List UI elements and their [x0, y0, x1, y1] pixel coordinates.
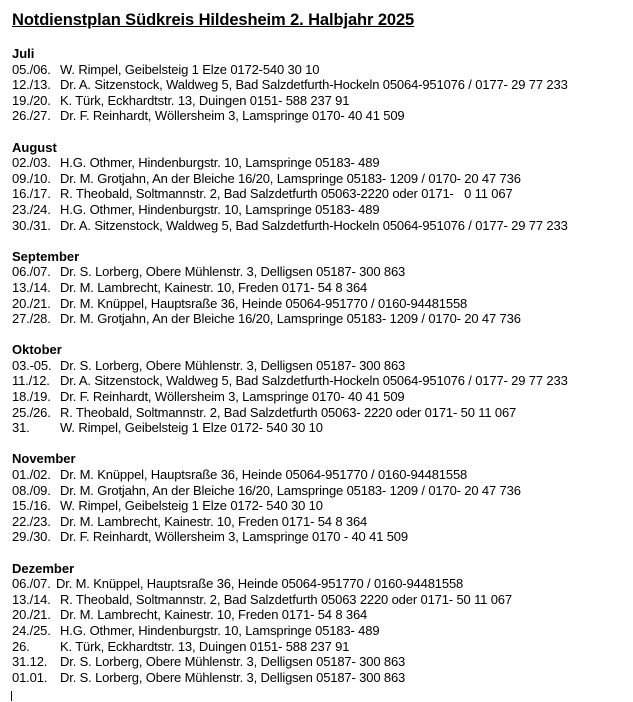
month-heading: Juli	[12, 46, 35, 61]
duty-date: 06./07.	[12, 576, 51, 592]
duty-date: 06./07.	[12, 264, 51, 280]
month-heading: Dezember	[12, 560, 75, 576]
duty-practice: Dr. S. Lorberg, Obere Mühlenstr. 3, Delligsen 05187- 300 863	[60, 654, 406, 670]
duty-entry	[12, 77, 627, 93]
duty-entry	[12, 654, 627, 670]
duty-date: 31.	[12, 420, 30, 436]
duty-practice: H.G. Othmer, Hindenburgstr. 10, Lamspringe 05183- 489	[60, 155, 380, 171]
duty-practice: Dr. M. Knüppel, Hauptsraße 36, Heinde 05064-951770 / 0160-94481558	[56, 576, 464, 592]
duty-date: 09./10.	[12, 170, 51, 186]
duty-practice: Dr. A. Sitzenstock, Waldweg 5, Bad Salzdetfurth-Hockeln 05064-951076 / 0177- 29 77 233	[60, 217, 568, 233]
duty-practice: H.G. Othmer, Hindenburgstr. 10, Lamspringe 05183- 489	[60, 201, 380, 217]
duty-date: 20./21.	[12, 295, 51, 311]
duty-practice: Dr. S. Lorberg, Obere Mühlenstr. 3, Delligsen 05187- 300 863	[60, 669, 406, 685]
duty-date: 19./20.	[12, 92, 51, 108]
month-section	[12, 46, 627, 124]
duty-entry	[12, 405, 627, 421]
duty-practice: Dr. M. Knüppel, Hauptsraße 36, Heinde 05064-951770 / 0160-94481558	[60, 295, 468, 311]
duty-entry	[12, 358, 627, 374]
text-cursor	[11, 691, 12, 701]
duty-practice: K. Türk, Eckhardtstr. 13, Duingen 0151- 588 237 91	[60, 92, 350, 108]
duty-entry	[12, 607, 627, 623]
month-section	[12, 249, 627, 327]
month-section	[12, 561, 627, 686]
duty-date: 26./27.	[12, 108, 51, 124]
schedule	[12, 46, 627, 685]
duty-entry	[12, 62, 627, 78]
duty-entry	[12, 670, 627, 686]
duty-practice: R. Theobald, Soltmannstr. 2, Bad Salzdetfurth 05063 2220 oder 0171- 50 11 067	[60, 591, 512, 607]
duty-entry	[12, 93, 627, 109]
duty-date: 30./31.	[12, 217, 51, 233]
duty-practice: Dr. M. Grotjahn, An der Bleiche 16/20, Lamspringe 05183- 1209 / 0170- 20 47 736	[60, 311, 521, 327]
duty-entry	[12, 218, 627, 234]
duty-date: 29./30.	[12, 529, 51, 545]
month-section	[12, 451, 627, 545]
duty-date: 16./17.	[12, 186, 51, 202]
duty-entry	[12, 373, 627, 389]
duty-practice: Dr. M. Lambrecht, Kainestr. 10, Freden 0171- 54 8 364	[60, 513, 368, 529]
duty-entry	[12, 623, 627, 639]
duty-practice: Dr. M. Lambrecht, Kainestr. 10, Freden 0171- 54 8 364	[60, 279, 368, 295]
duty-practice: W. Rimpel, Geibelsteig 1 Elze 0172-540 30 10	[60, 61, 320, 77]
duty-practice: Dr. F. Reinhardt, Wöllersheim 3, Lamspringe 0170- 40 41 509	[60, 389, 405, 405]
duty-date: 26.	[12, 638, 30, 654]
duty-practice: W. Rimpel, Geibelsteig 1 Elze 0172- 540 30 10	[60, 420, 323, 436]
duty-practice: Dr. M. Lambrecht, Kainestr. 10, Freden 0171- 54 8 364	[60, 607, 368, 623]
duty-practice: Dr. M. Knüppel, Hauptsraße 36, Heinde 05064-951770 / 0160-94481558	[60, 467, 468, 483]
duty-entry	[12, 592, 627, 608]
duty-practice: Dr. A. Sitzenstock, Waldweg 5, Bad Salzdetfurth-Hockeln 05064-951076 / 0177- 29 77 233	[60, 373, 568, 389]
duty-date: 18./19.	[12, 389, 51, 405]
duty-date: 24./25.	[12, 622, 51, 638]
duty-date: 15./16.	[12, 498, 51, 514]
duty-entry	[12, 202, 627, 218]
duty-date: 22./23.	[12, 513, 51, 529]
document-title: Notdienstplan Südkreis Hildesheim 2. Halbjahr 2025	[12, 11, 415, 29]
duty-entry	[12, 498, 627, 514]
duty-practice: Dr. A. Sitzenstock, Waldweg 5, Bad Salzdetfurth-Hockeln 05064-951076 / 0177- 29 77 233	[60, 77, 568, 93]
month-heading: September	[12, 248, 80, 264]
duty-entry	[12, 389, 627, 405]
duty-practice: Dr. S. Lorberg, Obere Mühlenstr. 3, Delligsen 05187- 300 863	[60, 357, 406, 373]
duty-practice: Dr. M. Grotjahn, An der Bleiche 16/20, Lamspringe 05183- 1209 / 0170- 20 47 736	[60, 170, 521, 186]
duty-date: 05./06.	[12, 61, 51, 77]
duty-entry	[12, 514, 627, 530]
month-heading: Oktober	[12, 342, 62, 358]
duty-entry	[12, 186, 627, 202]
duty-practice: Dr. F. Reinhardt, Wöllersheim 3, Lamspringe 0170- 40 41 509	[60, 108, 405, 124]
duty-date: 31.12.	[12, 654, 48, 670]
duty-date: 20./21.	[12, 607, 51, 623]
month-heading: August	[12, 139, 57, 155]
duty-practice: R. Theobald, Soltmannstr. 2, Bad Salzdetfurth 05063-2220 oder 0171- 0 11 067	[60, 186, 513, 202]
duty-entry	[12, 576, 627, 592]
duty-date: 12./13.	[12, 77, 51, 93]
duty-practice: H.G. Othmer, Hindenburgstr. 10, Lamspringe 05183- 489	[60, 622, 380, 638]
duty-practice: W. Rimpel, Geibelsteig 1 Elze 0172- 540 30 10	[60, 498, 323, 514]
duty-entry	[12, 467, 627, 483]
duty-practice: Dr. F. Reinhardt, Wöllersheim 3, Lamspringe 0170 - 40 41 509	[60, 529, 408, 545]
duty-entry	[12, 108, 627, 124]
month-section	[12, 140, 627, 234]
duty-entry	[12, 264, 627, 280]
duty-practice: K. Türk, Eckhardtstr. 13, Duingen 0151- 588 237 91	[60, 638, 350, 654]
duty-date: 08./09.	[12, 482, 51, 498]
duty-date: 27./28.	[12, 311, 51, 327]
duty-entry	[12, 155, 627, 171]
duty-date: 02./03.	[12, 155, 51, 171]
duty-date: 23./24.	[12, 201, 51, 217]
duty-date: 13./14.	[12, 591, 51, 607]
duty-practice: Dr. S. Lorberg, Obere Mühlenstr. 3, Delligsen 05187- 300 863	[60, 264, 406, 280]
duty-entry	[12, 529, 627, 545]
duty-date: 01.01.	[12, 669, 48, 685]
duty-entry	[12, 483, 627, 499]
duty-date: 25./26.	[12, 404, 51, 420]
duty-date: 03.-05.	[12, 357, 52, 373]
duty-entry	[12, 420, 627, 436]
duty-practice: Dr. M. Grotjahn, An der Bleiche 16/20, Lamspringe 05183- 1209 / 0170- 20 47 736	[60, 482, 521, 498]
duty-entry	[12, 296, 627, 312]
duty-entry	[12, 639, 627, 655]
month-heading: November	[12, 451, 76, 467]
duty-entry	[12, 171, 627, 187]
duty-practice: R. Theobald, Soltmannstr. 2, Bad Salzdetfurth 05063- 2220 oder 0171- 50 11 067	[60, 404, 517, 420]
document	[12, 10, 627, 701]
month-section	[12, 342, 627, 436]
duty-date: 01./02.	[12, 467, 51, 483]
duty-date: 13./14.	[12, 279, 51, 295]
duty-entry	[12, 311, 627, 327]
duty-entry	[12, 280, 627, 296]
duty-date: 11./12.	[12, 373, 50, 389]
